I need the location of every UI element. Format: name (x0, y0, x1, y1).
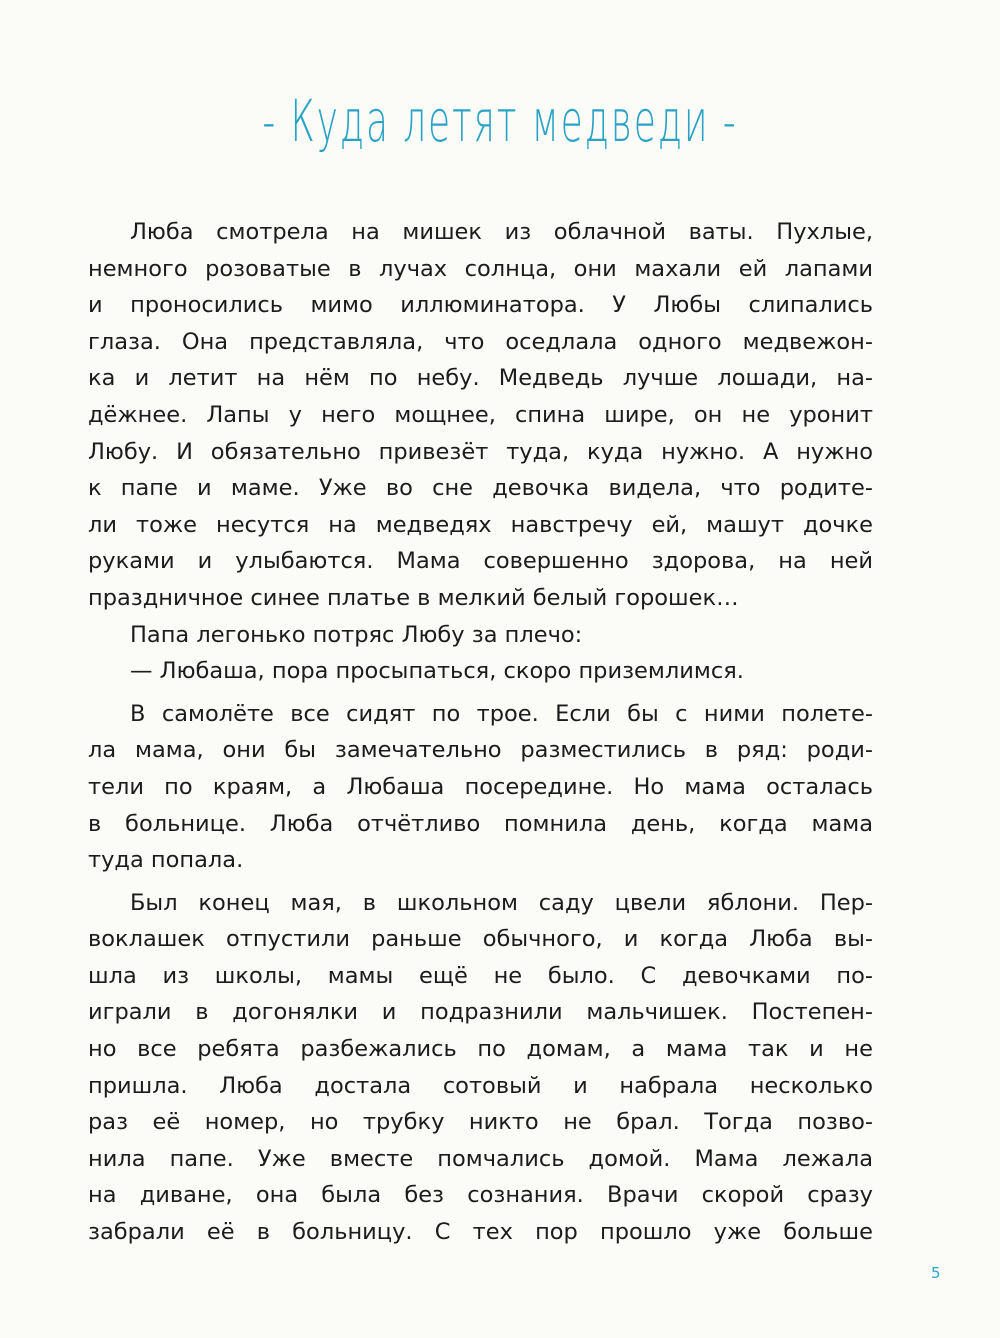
body-text (88, 214, 873, 1251)
text-line: нила папе. Уже вместе помчались домой. Мама лежала (88, 1145, 873, 1172)
text-line: немного розоватые в лучах солнца, они махали ей лапами (88, 255, 873, 282)
text-line: к папе и маме. Уже во сне девочка видела, что родите- (88, 475, 873, 502)
text-line: ка и летит на нём по небу. Медведь лучше лошади, на- (88, 365, 873, 392)
text-line: В самолёте все сидят по трое. Если бы с ними полете- (130, 700, 873, 727)
text-line: шла из школы, мамы ещё не было. С девочками по- (88, 962, 873, 989)
text-line: — Любаша, пора просыпаться, скоро приземлимся. (130, 658, 744, 685)
text-line: тели по краям, а Любаша посередине. Но мама осталась (88, 773, 873, 800)
chapter-title: - Куда летят медведи - (262, 87, 738, 155)
text-line: Люба смотрела на мишек из облачной ваты. Пухлые, (130, 219, 873, 245)
text-line: руками и улыбаются. Мама совершенно здорова, на ней (88, 548, 873, 575)
text-line: Папа легонько потряс Любу за плечо: (130, 621, 583, 648)
text-line: забрали её в больницу. С тех пор прошло уже больше (88, 1219, 873, 1246)
text-line: играли в догонялки и подразнили мальчишек. Постепен- (88, 999, 873, 1026)
text-line: ла мама, они бы замечательно разместились в ряд: роди- (88, 737, 873, 764)
text-line: но все ребята разбежались по домам, а мама так и не (88, 1036, 873, 1063)
text-line: раз её номер, но трубку никто не брал. Тогда позво- (88, 1109, 873, 1136)
text-line: дёжнее. Лапы у него мощнее, спина шире, он не уронит (88, 401, 873, 428)
text-line: ли тоже несутся на медведях навстречу ей, машут дочке (88, 511, 873, 538)
text-line: в больнице. Люба отчётливо помнила день, когда мама (88, 810, 873, 837)
text-line: воклашек отпустили раньше обычного, и когда Люба вы- (88, 926, 873, 953)
text-line: праздничное синее платье в мелкий белый горошек… (88, 584, 739, 611)
text-line: и проносились мимо иллюминатора. У Любы слипались (88, 292, 873, 319)
text-line: туда попала. (88, 847, 244, 874)
text-line: Любу. И обязательно привезёт туда, куда нужно. А нужно (88, 438, 873, 465)
page-number: 5 (931, 1264, 941, 1282)
text-line: Был конец мая, в школьном саду цвели яблони. Пер- (130, 889, 873, 916)
text-line: на диване, она была без сознания. Врачи скорой сразу (88, 1182, 873, 1209)
text-line: глаза. Она представляла, что оседлала одного медвежон- (88, 328, 873, 355)
text-line: пришла. Люба достала сотовый и набрала несколько (88, 1072, 873, 1099)
